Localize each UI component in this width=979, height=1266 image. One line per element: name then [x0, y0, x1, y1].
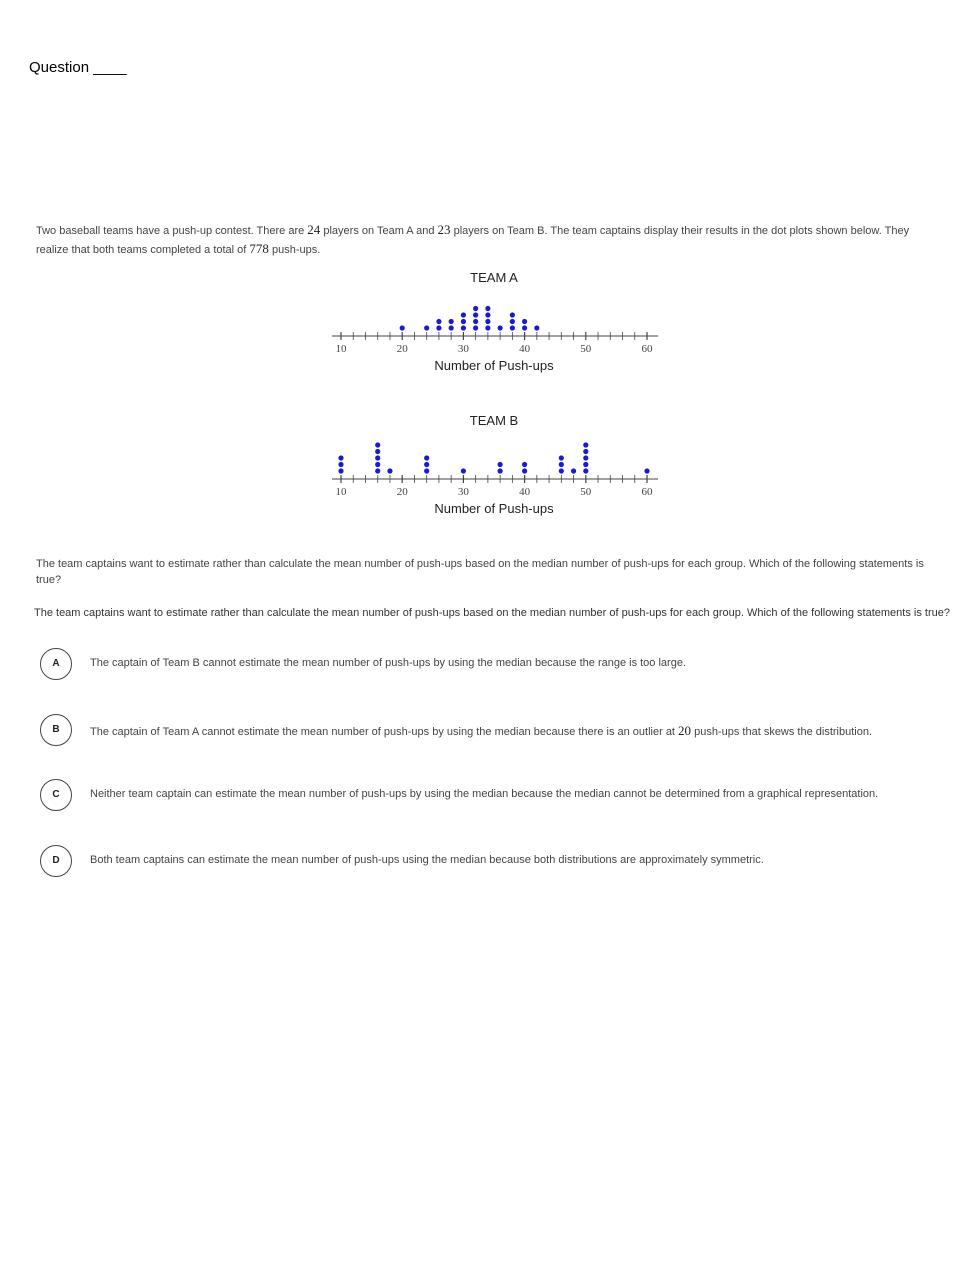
team-a-dot-plot [320, 264, 670, 384]
data-dot [522, 462, 527, 467]
tick-label: 30 [457, 486, 469, 498]
data-dot [375, 462, 380, 467]
data-dot [461, 319, 466, 324]
data-dot [485, 306, 490, 311]
choice-a[interactable] [40, 648, 960, 680]
x-axis-label: Number of Push-ups [434, 358, 554, 373]
data-dot [473, 312, 478, 317]
intro-part3: players on Team B. The team captains display their results in the dot plots shown below. They realize that both teams completed a total of [36, 225, 910, 256]
total-pushups: 778 [249, 241, 269, 256]
data-dot [583, 462, 588, 467]
data-dot [510, 325, 515, 330]
data-dot [583, 468, 588, 473]
plot-title: TEAM B [469, 413, 519, 428]
data-dot [559, 462, 564, 467]
tick-label: 10 [335, 486, 347, 498]
choice-b-text [90, 723, 872, 739]
data-dot [449, 325, 454, 330]
data-dot [338, 468, 343, 473]
data-dot [498, 462, 503, 467]
intro-part4: push-ups. [268, 244, 321, 256]
data-dot [424, 325, 429, 330]
choice-c-text: Neither team captain can estimate the mean number of push-ups by using the median because the median cannot be determined from a graphical representation. [90, 788, 879, 800]
choice-c-bubble[interactable]: C [40, 779, 72, 811]
choice-b-text-before: The captain of Team A cannot estimate the mean number of push-ups by using the median because there is an outlier at [90, 726, 679, 738]
data-dot [559, 455, 564, 460]
x-axis-label: Number of Push-ups [434, 501, 554, 516]
data-dot [498, 325, 503, 330]
tick-label: 30 [457, 343, 469, 355]
data-dot [461, 468, 466, 473]
choice-b-number: 20 [678, 723, 692, 738]
prompt-repeat: The team captains want to estimate rather than calculate the mean number of push-ups based on the median number of push-ups for each group. Which of the following statements is true? [34, 607, 950, 619]
data-dot [559, 468, 564, 473]
intro-part1: Two baseball teams have a push-up contest. There are [36, 225, 308, 237]
data-dot [522, 319, 527, 324]
data-dot [436, 325, 441, 330]
dot-plot-svg [320, 407, 670, 527]
choice-d-text: Both team captains can estimate the mean number of push-ups using the median because both distributions are approximately symmetric. [90, 854, 764, 866]
tick-label: 20 [396, 343, 408, 355]
team-b-dot-plot [320, 407, 670, 527]
tick-label: 50 [580, 343, 592, 355]
data-dot [473, 325, 478, 330]
data-dot [375, 442, 380, 447]
team-a-count: 24 [307, 222, 321, 237]
choice-c[interactable] [40, 779, 960, 811]
question-label: Question ____ [29, 59, 127, 76]
data-dot [449, 319, 454, 324]
data-dot [473, 319, 478, 324]
team-b-count: 23 [437, 222, 451, 237]
data-dot [522, 325, 527, 330]
choice-a-text: The captain of Team B cannot estimate the mean number of push-ups by using the median because the range is too large. [90, 657, 686, 669]
tick-label: 40 [519, 343, 531, 355]
choice-b-text-after: push-ups that skews the distribution. [691, 726, 873, 738]
data-dot [473, 306, 478, 311]
choice-d[interactable] [40, 845, 960, 877]
data-dot [387, 468, 392, 473]
data-dot [400, 325, 405, 330]
tick-label: 20 [396, 486, 408, 498]
data-dot [424, 468, 429, 473]
data-dot [375, 468, 380, 473]
data-dot [424, 455, 429, 460]
data-dot [461, 325, 466, 330]
data-dot [571, 468, 576, 473]
data-dot [485, 319, 490, 324]
tick-label: 40 [519, 486, 531, 498]
data-dot [375, 449, 380, 454]
data-dot [338, 455, 343, 460]
intro-part2: players on Team A and [320, 225, 438, 237]
data-dot [583, 442, 588, 447]
choice-a-bubble[interactable]: A [40, 648, 72, 680]
data-dot [583, 449, 588, 454]
plot-title: TEAM A [470, 270, 518, 285]
prompt-text: The team captains want to estimate rather than calculate the mean number of push-ups based on the median number of push-ups for each group. Which of the following statements is true? [36, 558, 924, 586]
intro-text [36, 221, 936, 259]
tick-label: 60 [641, 343, 653, 355]
tick-label: 50 [580, 486, 592, 498]
data-dot [510, 319, 515, 324]
data-dot [461, 312, 466, 317]
choice-b-bubble[interactable]: B [40, 714, 72, 746]
choice-b[interactable] [40, 714, 960, 746]
data-dot [583, 455, 588, 460]
data-dot [436, 319, 441, 324]
data-dot [485, 325, 490, 330]
data-dot [375, 455, 380, 460]
tick-label: 60 [641, 486, 653, 498]
dot-plot-svg [320, 264, 670, 384]
data-dot [644, 468, 649, 473]
data-dot [534, 325, 539, 330]
choice-d-bubble[interactable]: D [40, 845, 72, 877]
data-dot [338, 462, 343, 467]
data-dot [498, 468, 503, 473]
data-dot [485, 312, 490, 317]
data-dot [424, 462, 429, 467]
data-dot [522, 468, 527, 473]
tick-label: 10 [335, 343, 347, 355]
data-dot [510, 312, 515, 317]
